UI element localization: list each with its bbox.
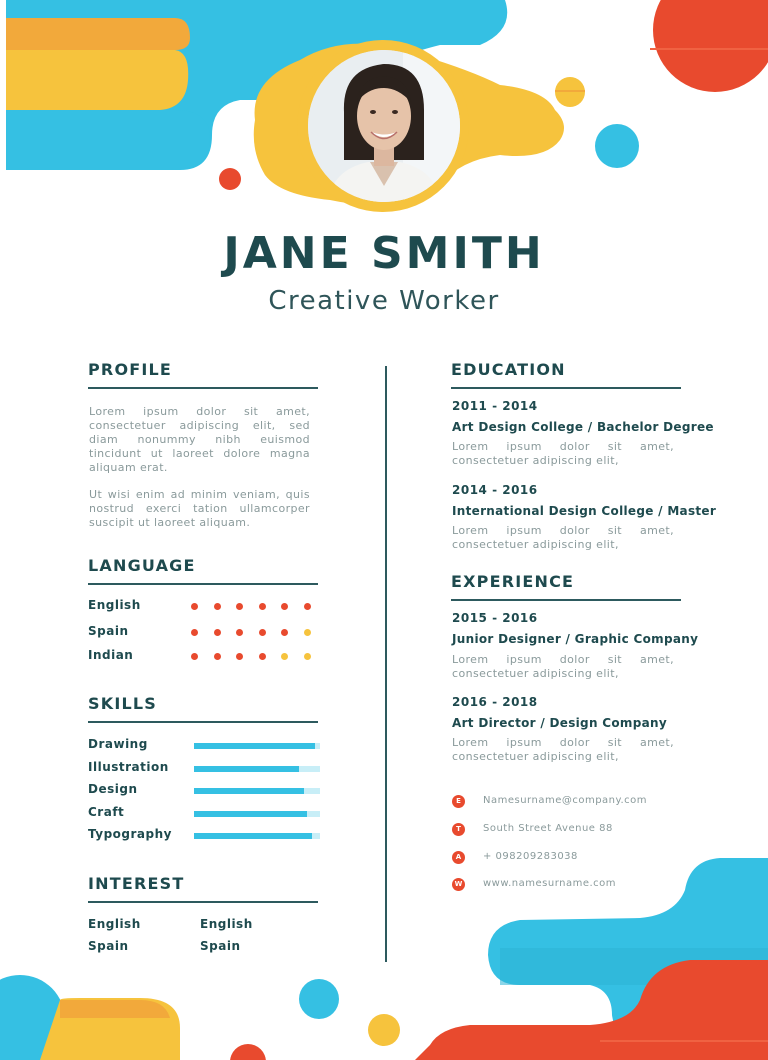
level-dot-filled	[236, 653, 243, 660]
experience-rule	[451, 599, 681, 601]
education-years: 2014 - 2016	[452, 483, 538, 497]
column-divider	[385, 366, 387, 962]
level-dot-filled	[281, 603, 288, 610]
experience-desc: Lorem ipsum dolor sit amet, consectetuer adipiscing elit,	[452, 653, 674, 680]
education-years: 2011 - 2014	[452, 399, 538, 413]
level-dot-filled	[214, 629, 221, 636]
interest-item: English	[88, 917, 141, 931]
skill-bar-track	[194, 811, 320, 817]
contact-web-text[interactable]: www.namesurname.com	[483, 878, 617, 889]
experience-years: 2016 - 2018	[452, 695, 538, 709]
skill-bar-track	[194, 833, 320, 839]
skill-bar-fill	[194, 811, 307, 817]
skill-name: Drawing	[88, 737, 148, 751]
top-right-red-circle	[653, 0, 768, 92]
skill-row	[88, 760, 320, 776]
top-left-blue-band	[6, 110, 210, 168]
experience-title: EXPERIENCE	[451, 572, 575, 591]
language-name: Spain	[88, 624, 129, 638]
skills-rule	[88, 721, 318, 723]
education-rule	[451, 387, 681, 389]
profile-photo	[308, 50, 460, 202]
phone-icon: A	[452, 851, 465, 864]
small-red-circle	[219, 168, 241, 190]
level-dot-empty	[304, 629, 311, 636]
top-left-yellow-stripe	[6, 50, 188, 110]
skill-bar-fill	[194, 833, 312, 839]
top-left-orange-stripe	[6, 18, 190, 50]
language-name: Indian	[88, 648, 134, 662]
skill-bar-fill	[194, 766, 299, 772]
interest-item: Spain	[200, 939, 241, 953]
language-rule	[88, 583, 318, 585]
interest-rule	[88, 901, 318, 903]
contact-address-text: South Street Avenue 88	[483, 823, 613, 834]
level-dot-filled	[191, 603, 198, 610]
level-dot-filled	[281, 629, 288, 636]
profile-rule	[88, 387, 318, 389]
skill-bar-fill	[194, 788, 304, 794]
email-icon: E	[452, 795, 465, 808]
person-role: Creative Worker	[268, 286, 500, 316]
level-dot-filled	[259, 603, 266, 610]
language-row	[88, 624, 318, 640]
skill-name: Craft	[88, 805, 125, 819]
web-icon: W	[452, 878, 465, 891]
education-title: EDUCATION	[451, 360, 566, 379]
skill-bar-track	[194, 766, 320, 772]
skill-bar-fill	[194, 743, 315, 749]
skill-bar-track	[194, 743, 320, 749]
contact-phone-text[interactable]: + 098209283038	[483, 851, 578, 862]
skill-row	[88, 827, 320, 843]
experience-desc: Lorem ipsum dolor sit amet, consectetuer adipiscing elit,	[452, 736, 674, 763]
education-title-item: International Design College / Master	[452, 504, 717, 518]
level-dot-filled	[304, 603, 311, 610]
skills-title: SKILLS	[88, 694, 157, 713]
skill-row	[88, 737, 320, 753]
interest-item: English	[200, 917, 253, 931]
skill-name: Illustration	[88, 760, 169, 774]
profile-paragraph-2: Ut wisi enim ad minim veniam, quis nostrud exerci tation ullamcorper suscipit ut laoreet aliquam.	[89, 488, 310, 529]
contact-email-text[interactable]: Namesurname@company.com	[483, 795, 648, 806]
level-dot-filled	[259, 653, 266, 660]
experience-title-item: Junior Designer / Graphic Company	[452, 632, 699, 646]
small-blue-circle	[595, 124, 639, 168]
experience-title-item: Art Director / Design Company	[452, 716, 667, 730]
location-icon: T	[452, 823, 465, 836]
skill-row	[88, 805, 320, 821]
experience-years: 2015 - 2016	[452, 611, 538, 625]
level-dot-empty	[281, 653, 288, 660]
language-title: LANGUAGE	[88, 556, 196, 575]
profile-title: PROFILE	[88, 360, 173, 379]
bottom-yellow-circle	[368, 1014, 400, 1046]
profile-paragraph-1: Lorem ipsum dolor sit amet, consectetuer adipiscing elit, sed diam nonummy nibh euismod tincidunt ut laoreet dolore magna aliquam erat.	[89, 405, 310, 474]
level-dot-filled	[259, 629, 266, 636]
skill-row	[88, 782, 320, 798]
skill-name: Typography	[88, 827, 172, 841]
interest-title: INTEREST	[88, 874, 185, 893]
language-row	[88, 648, 318, 664]
bottom-blue-circle	[299, 979, 339, 1019]
level-dot-filled	[236, 629, 243, 636]
language-row	[88, 598, 318, 614]
level-dot-filled	[191, 629, 198, 636]
level-dot-empty	[304, 653, 311, 660]
interest-item: Spain	[88, 939, 129, 953]
language-name: English	[88, 598, 141, 612]
person-name: JANE SMITH	[223, 228, 545, 279]
level-dot-filled	[214, 603, 221, 610]
education-desc: Lorem ipsum dolor sit amet, consectetuer adipiscing elit,	[452, 440, 674, 467]
skill-name: Design	[88, 782, 138, 796]
education-title-item: Art Design College / Bachelor Degree	[452, 420, 714, 434]
skill-bar-track	[194, 788, 320, 794]
education-desc: Lorem ipsum dolor sit amet, consectetuer adipiscing elit,	[452, 524, 674, 551]
level-dot-filled	[214, 653, 221, 660]
level-dot-filled	[191, 653, 198, 660]
level-dot-filled	[236, 603, 243, 610]
